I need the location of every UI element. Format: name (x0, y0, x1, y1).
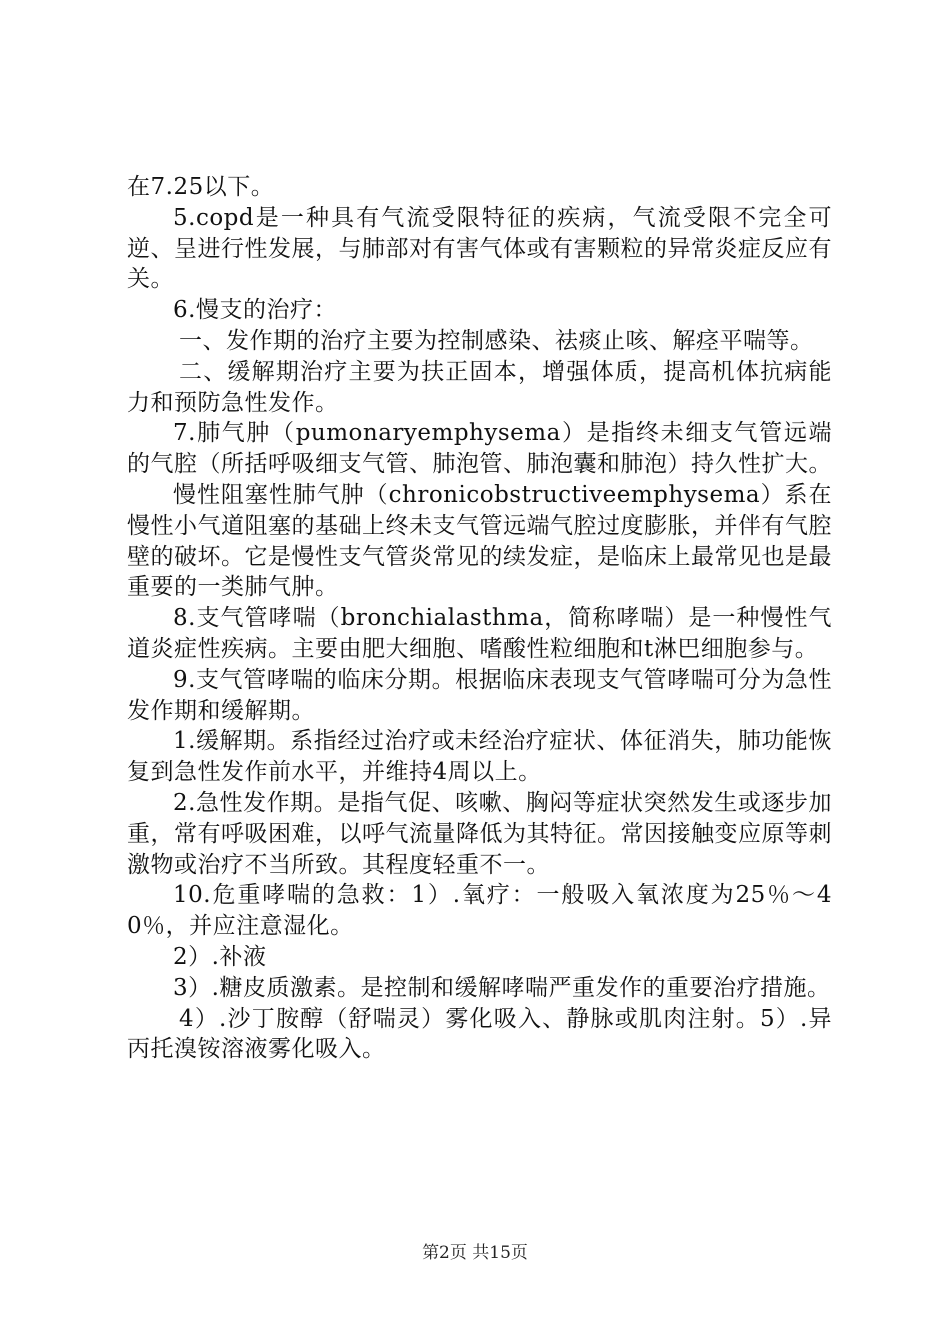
paragraph: 2）.补液 (173, 943, 267, 970)
paragraph: 4）.沙丁胺醇（舒喘灵）雾化吸入、静脉或肌肉注射。5）.异丙托溴铵溶液雾化吸入。 (127, 1005, 832, 1063)
paragraph: 2.急性发作期。是指气促、咳嗽、胸闷等症状突然发生或逐步加重，常有呼吸困难，以呼气流量降低为其特征。常因接触变应原等刺激物或治疗不当所致。其程度轻重不一。 (127, 789, 832, 878)
paragraph: 7.肺气肿（pumonaryemphysema）是指终未细支气管远端的气腔（所括呼吸细支气管、肺泡管、肺泡囊和肺泡）持久性扩大。 (127, 420, 832, 478)
paragraph: 6.慢支的治疗： (173, 297, 337, 324)
paragraph: 8.支气管哮喘（bronchialasthma，简称哮喘）是一种慢性气道炎症性疾病。主要由肥大细胞、嗜酸性粒细胞和t淋巴细胞参与。 (127, 605, 832, 662)
paragraph: 3）.糖皮质激素。是控制和缓解哮喘严重发作的重要治疗措施。 (173, 974, 831, 1001)
paragraph: 5.copd是一种具有气流受限特征的疾病，气流受限不完全可逆、呈进行性发展，与肺部对有害气体或有害颗粒的异常炎症反应有关。 (127, 204, 832, 293)
document-body (127, 172, 832, 1065)
paragraph: 1.缓解期。系指经过治疗或未经治疗症状、体征消失，肺功能恢复到急性发作前水平，并维持4周以上。 (127, 728, 832, 786)
paragraph: 9.支气管哮喘的临床分期。根据临床表现支气管哮喘可分为急性发作期和缓解期。 (127, 666, 832, 724)
paragraph: 二、缓解期治疗主要为扶正固本，增强体质，提高机体抗病能力和预防急性发作。 (127, 358, 832, 416)
paragraph: 10.危重哮喘的急救：1）.氧疗：一般吸入氧浓度为25％～40％，并应注意湿化。 (127, 882, 832, 940)
paragraph: 在7.25以下。 (127, 174, 275, 200)
paragraph: 一、发作期的治疗主要为控制感染、祛痰止咳、解痉平喘等。 (179, 327, 814, 354)
page-number: 第2页 共15页 (422, 1243, 528, 1263)
paragraph: 慢性阻塞性肺气肿（chronicobstructiveemphysema）系在慢性小气道阻塞的基础上终未支气管远端气腔过度膨胀，并伴有气腔壁的破坏。它是慢性支气管炎常见的续发症，是临床上最常见也是最重要的一类肺气肿。 (127, 481, 832, 601)
